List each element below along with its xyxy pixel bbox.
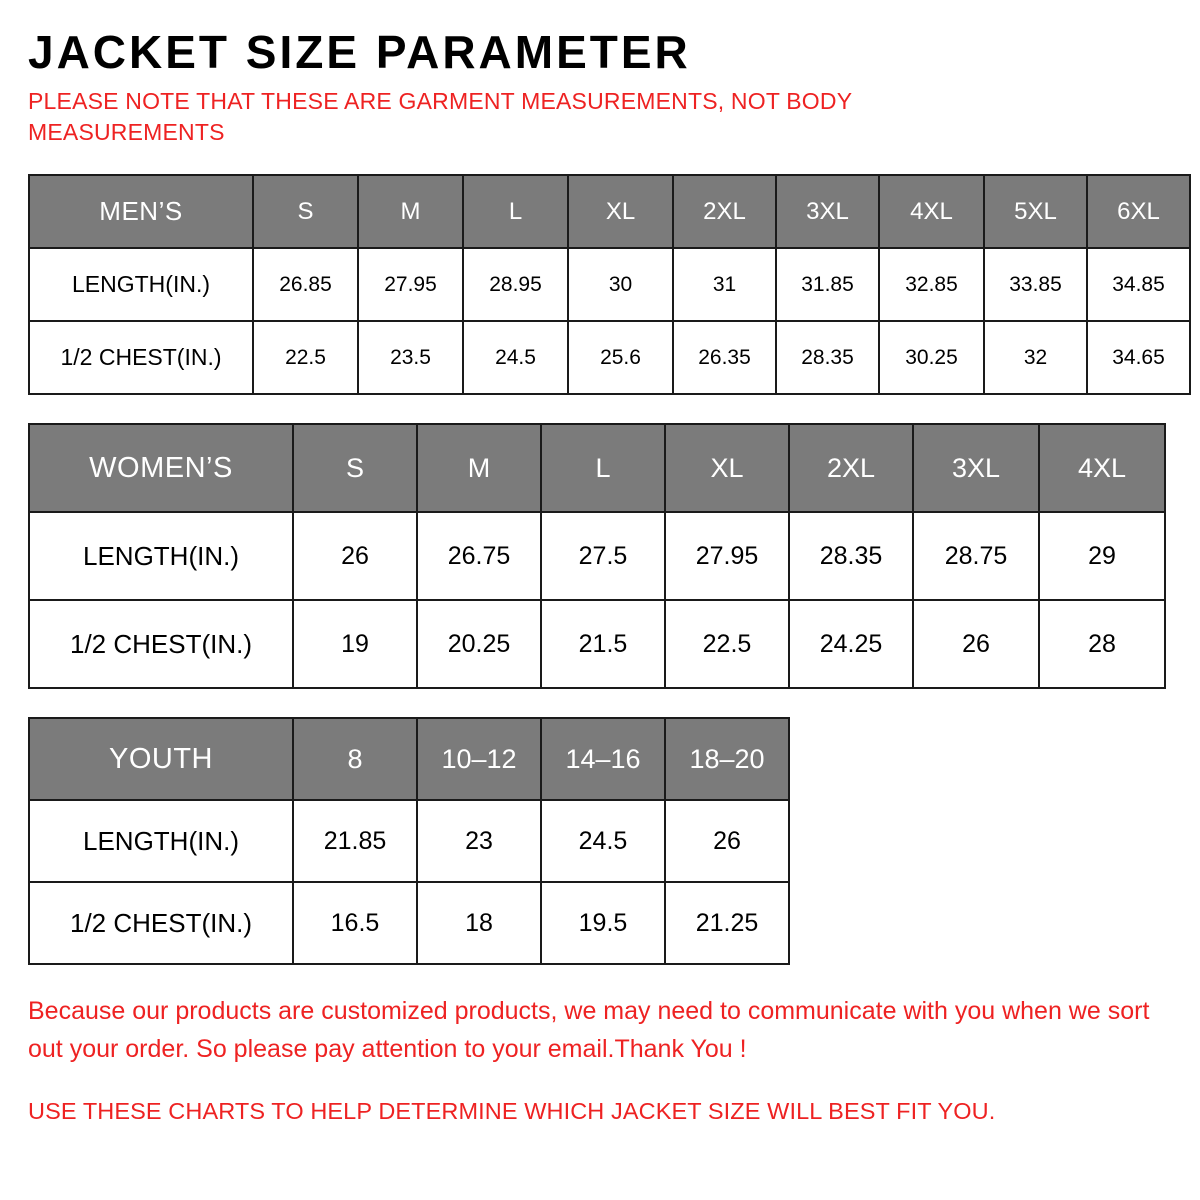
table-cell: 24.5 [541, 800, 665, 882]
table-header-cell: M [358, 175, 463, 248]
table-header-cell: 3XL [776, 175, 879, 248]
table-cell: 21.5 [541, 600, 665, 688]
table-row [29, 800, 789, 882]
table-header-cell: 3XL [913, 424, 1039, 512]
table-row [29, 248, 1190, 321]
row-label: 1/2 CHEST(IN.) [29, 600, 293, 688]
table-cell: 28.35 [789, 512, 913, 600]
table-cell: 29 [1039, 512, 1165, 600]
table-cell: 23 [417, 800, 541, 882]
table-header-cell: XL [568, 175, 673, 248]
mens-size-table [28, 174, 1191, 395]
table-header-cell: M [417, 424, 541, 512]
table-row [29, 882, 789, 964]
table-cell: 27.95 [358, 248, 463, 321]
table-cell: 32 [984, 321, 1087, 394]
table-cell: 26.85 [253, 248, 358, 321]
table-cell: 19.5 [541, 882, 665, 964]
table-cell: 22.5 [665, 600, 789, 688]
table-header-cell: 18–20 [665, 718, 789, 800]
table-header-row [29, 424, 1165, 512]
table-cell: 31.85 [776, 248, 879, 321]
table-cell: 28.35 [776, 321, 879, 394]
table-header-row [29, 175, 1190, 248]
row-label: 1/2 CHEST(IN.) [29, 882, 293, 964]
table-cell: 25.6 [568, 321, 673, 394]
table-cell: 26 [293, 512, 417, 600]
table-cell: 24.5 [463, 321, 568, 394]
table-cell: 28.75 [913, 512, 1039, 600]
table-header-cell: MEN’S [29, 175, 253, 248]
table-cell: 30.25 [879, 321, 984, 394]
table-row [29, 321, 1190, 394]
table-cell: 28 [1039, 600, 1165, 688]
page-title: JACKET SIZE PARAMETER [28, 26, 691, 78]
row-label: LENGTH(IN.) [29, 248, 253, 321]
youth-size-table [28, 717, 790, 965]
table-cell: 34.65 [1087, 321, 1190, 394]
table-cell: 30 [568, 248, 673, 321]
table-cell: 22.5 [253, 321, 358, 394]
table-cell: 26 [913, 600, 1039, 688]
table-row [29, 600, 1165, 688]
table-header-cell: 10–12 [417, 718, 541, 800]
table-header-cell: L [541, 424, 665, 512]
table-header-cell: 2XL [673, 175, 776, 248]
table-cell: 23.5 [358, 321, 463, 394]
table-header-cell: 6XL [1087, 175, 1190, 248]
table-header-cell: 4XL [879, 175, 984, 248]
table-header-cell: 2XL [789, 424, 913, 512]
table-cell: 20.25 [417, 600, 541, 688]
measurement-note: PLEASE NOTE THAT THESE ARE GARMENT MEASUREMENTS, NOT BODY MEASUREMENTS [28, 88, 852, 146]
row-label: LENGTH(IN.) [29, 800, 293, 882]
row-label: LENGTH(IN.) [29, 512, 293, 600]
table-cell: 16.5 [293, 882, 417, 964]
table-cell: 32.85 [879, 248, 984, 321]
table-cell: 27.5 [541, 512, 665, 600]
table-cell: 26.75 [417, 512, 541, 600]
table-header-cell: 4XL [1039, 424, 1165, 512]
table-header-cell: 14–16 [541, 718, 665, 800]
table-header-cell: XL [665, 424, 789, 512]
chart-usage-notice: USE THESE CHARTS TO HELP DETERMINE WHICH JACKET SIZE WILL BEST FIT YOU. [28, 1098, 996, 1125]
table-header-cell: S [293, 424, 417, 512]
table-cell: 33.85 [984, 248, 1087, 321]
table-cell: 28.95 [463, 248, 568, 321]
womens-size-table [28, 423, 1166, 689]
table-header-cell: L [463, 175, 568, 248]
table-cell: 19 [293, 600, 417, 688]
table-header-cell: 8 [293, 718, 417, 800]
table-cell: 34.85 [1087, 248, 1190, 321]
table-cell: 26.35 [673, 321, 776, 394]
table-header-cell: S [253, 175, 358, 248]
row-label: 1/2 CHEST(IN.) [29, 321, 253, 394]
table-cell: 21.25 [665, 882, 789, 964]
table-header-row [29, 718, 789, 800]
table-cell: 26 [665, 800, 789, 882]
table-cell: 31 [673, 248, 776, 321]
table-cell: 18 [417, 882, 541, 964]
table-cell: 21.85 [293, 800, 417, 882]
customization-notice: Because our products are customized products, we may need to communicate with you when we sort out your order. So please pay attention to your email.Thank You ! [28, 997, 1150, 1063]
table-header-cell: YOUTH [29, 718, 293, 800]
table-row [29, 512, 1165, 600]
table-header-cell: 5XL [984, 175, 1087, 248]
table-cell: 27.95 [665, 512, 789, 600]
table-header-cell: WOMEN’S [29, 424, 293, 512]
table-cell: 24.25 [789, 600, 913, 688]
